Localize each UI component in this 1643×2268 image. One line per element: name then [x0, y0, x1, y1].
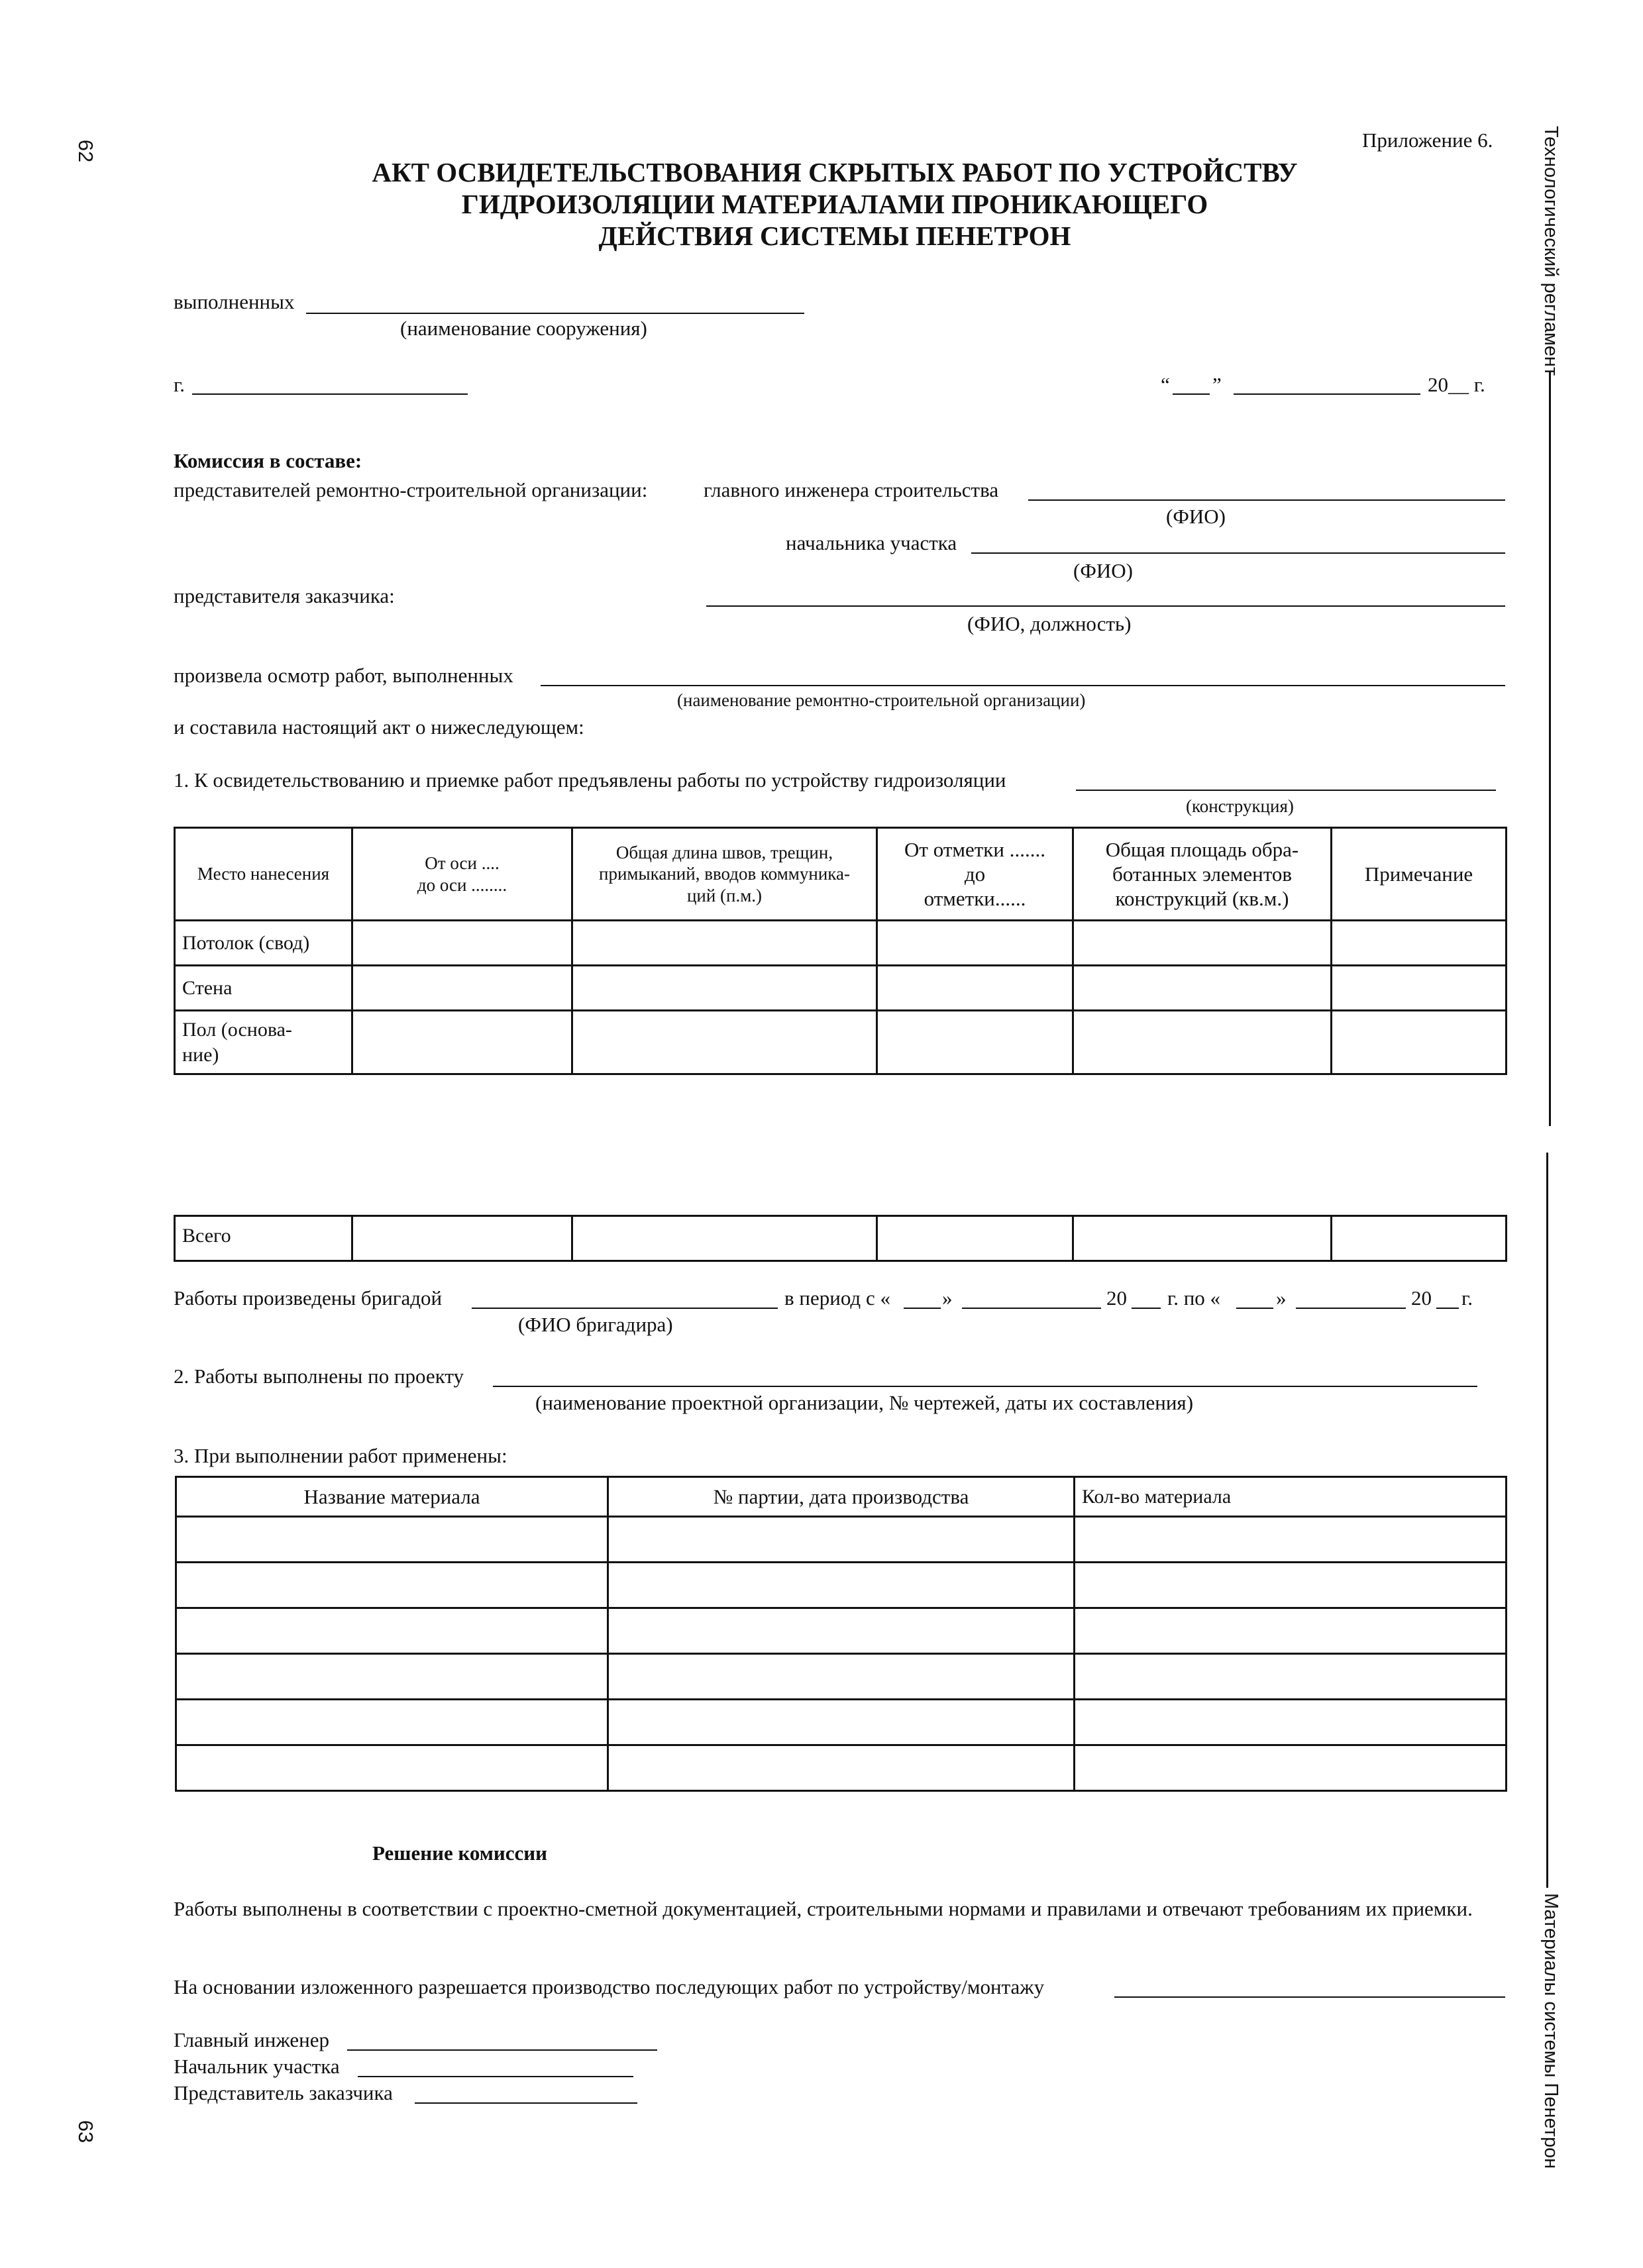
- cell[interactable]: [1073, 966, 1332, 1011]
- period-month-1[interactable]: [962, 1308, 1101, 1309]
- table-row: [176, 1654, 1507, 1700]
- th-elevation: От отметки ....... до отметки......: [877, 828, 1073, 921]
- row-label-ceiling: Потолок (свод): [175, 921, 352, 966]
- chief-engineer-field[interactable]: [1028, 499, 1505, 501]
- period-year-field-2[interactable]: [1436, 1308, 1459, 1309]
- cell[interactable]: [877, 1011, 1073, 1074]
- commission-heading: Комиссия в составе:: [174, 449, 362, 472]
- total-label: Всего: [175, 1216, 352, 1261]
- period-month-2[interactable]: [1296, 1308, 1406, 1309]
- th-area: Общая площадь обра- ботанных элементов конструкций (кв.м.): [1073, 828, 1332, 921]
- contractor-reps-label: представителей ремонтно-строительной организации:: [174, 478, 648, 501]
- period-g-label: г.: [1461, 1286, 1473, 1310]
- sig-site-chief-field[interactable]: [358, 2076, 633, 2077]
- title-line-3: ДЕЙСТВИЯ СИСТЕМЫ ПЕНЕТРОН: [598, 221, 1071, 251]
- cell[interactable]: [352, 1011, 572, 1074]
- date-day-field[interactable]: [1173, 393, 1210, 395]
- cell[interactable]: [608, 1654, 1075, 1700]
- sig-site-chief-label: Начальник участка: [174, 2055, 340, 2078]
- org-name-field[interactable]: [541, 685, 1505, 686]
- document-title: [285, 156, 1385, 252]
- side-caption-lower: Материалы системы Пенетрон: [1540, 1893, 1562, 2169]
- appendix-label: Приложение 6.: [1362, 129, 1493, 152]
- cell[interactable]: [1075, 1745, 1507, 1791]
- period-label: в период с «: [784, 1286, 890, 1310]
- construction-hint: (конструкция): [1186, 796, 1294, 816]
- cell[interactable]: [352, 1216, 572, 1261]
- customer-rep-label: представителя заказчика:: [174, 584, 395, 607]
- table-row: [176, 1700, 1507, 1745]
- cell[interactable]: [1075, 1654, 1507, 1700]
- fio-hint-1: (ФИО): [1166, 505, 1226, 528]
- period-year-field-1[interactable]: [1132, 1308, 1161, 1309]
- project-field[interactable]: [493, 1386, 1477, 1387]
- decision-heading: Решение комиссии: [372, 1841, 548, 1865]
- cell[interactable]: [1075, 1563, 1507, 1608]
- performed-label: выполненных: [174, 290, 295, 313]
- title-line-2: ГИДРОИЗОЛЯЦИИ МАТЕРИАЛАМИ ПРОНИКАЮЩЕГО: [461, 189, 1208, 219]
- next-works-field[interactable]: [1114, 1996, 1505, 1998]
- cell[interactable]: [877, 921, 1073, 966]
- city-field[interactable]: [192, 393, 468, 395]
- th-length: Общая длина швов, трещин, примыканий, вводов коммуника- ций (п.м.): [572, 828, 877, 921]
- table-row: [176, 1745, 1507, 1791]
- period-day-1[interactable]: [904, 1308, 941, 1309]
- cell[interactable]: [1073, 921, 1332, 966]
- period-to-label: г. по «: [1167, 1286, 1221, 1310]
- th-note: Примечание: [1332, 828, 1507, 921]
- cell[interactable]: [572, 1216, 877, 1261]
- cell[interactable]: [1073, 1011, 1332, 1074]
- structure-name-hint: (наименование сооружения): [400, 317, 647, 340]
- cell[interactable]: [352, 921, 572, 966]
- table-row: [175, 921, 1507, 966]
- period-quote-close-1: »: [942, 1286, 953, 1310]
- th-location: Место нанесения: [175, 828, 352, 921]
- period-year-2: 20: [1411, 1286, 1432, 1310]
- date-quote-close: ”: [1212, 373, 1222, 396]
- table-row: [175, 1011, 1507, 1074]
- permit-text: На основании изложенного разрешается производство последующих работ по устройству/монтажу: [174, 1975, 1045, 1998]
- site-chief-field[interactable]: [971, 552, 1505, 554]
- works-table: [174, 827, 1507, 1075]
- customer-rep-field[interactable]: [706, 605, 1505, 607]
- chief-engineer-label: главного инженера строительства: [704, 478, 999, 501]
- side-caption-upper: Технологический регламент: [1540, 126, 1562, 376]
- decision-text: Работы выполнены в соответствии с проектно-сметной документацией, строительными нормами и правилами и отвечают требованиям их приемки.: [174, 1897, 1473, 1920]
- date-month-field[interactable]: [1234, 393, 1420, 395]
- cell[interactable]: [608, 1608, 1075, 1654]
- sig-chief-engineer-field[interactable]: [347, 2049, 657, 2051]
- cell[interactable]: [572, 1011, 877, 1074]
- cell[interactable]: [352, 966, 572, 1011]
- cell[interactable]: [1073, 1216, 1332, 1261]
- th-quantity: Кол-во материала: [1075, 1477, 1507, 1517]
- brigade-field[interactable]: [472, 1308, 778, 1309]
- cell[interactable]: [608, 1517, 1075, 1563]
- section3-text: 3. При выполнении работ применены:: [174, 1444, 507, 1467]
- inspected-label: произвела осмотр работ, выполненных: [174, 664, 513, 687]
- section1-text: 1. К освидетельствованию и приемке работ предъявлены работы по устройству гидроизоляции: [174, 768, 1006, 792]
- cell[interactable]: [1332, 1011, 1507, 1074]
- th-batch: № партии, дата производства: [608, 1477, 1075, 1517]
- site-chief-label: начальника участка: [786, 531, 957, 554]
- cell[interactable]: [1075, 1700, 1507, 1745]
- table-row: [176, 1563, 1507, 1608]
- side-line-lower: [1546, 1153, 1548, 1888]
- cell[interactable]: [176, 1608, 608, 1654]
- cell[interactable]: [176, 1517, 608, 1563]
- cell[interactable]: [1332, 1216, 1507, 1261]
- cell[interactable]: [176, 1563, 608, 1608]
- city-label: г.: [174, 373, 185, 396]
- row-label-wall: Стена: [175, 966, 352, 1011]
- section2-text: 2. Работы выполнены по проекту: [174, 1365, 464, 1388]
- cell[interactable]: [877, 966, 1073, 1011]
- title-line-1: АКТ ОСВИДЕТЕЛЬСТВОВАНИЯ СКРЫТЫХ РАБОТ ПО УСТРОЙСТВУ: [372, 157, 1298, 187]
- cell[interactable]: [1075, 1517, 1507, 1563]
- cell[interactable]: [608, 1745, 1075, 1791]
- date-year-label: 20__ г.: [1428, 373, 1485, 396]
- table-row: [175, 1216, 1507, 1261]
- table-row: [176, 1608, 1507, 1654]
- side-line-upper: [1549, 371, 1551, 1126]
- cell[interactable]: [608, 1700, 1075, 1745]
- cell[interactable]: [1332, 966, 1507, 1011]
- cell[interactable]: [176, 1700, 608, 1745]
- cell[interactable]: [572, 921, 877, 966]
- cell[interactable]: [1332, 921, 1507, 966]
- period-day-2[interactable]: [1236, 1308, 1273, 1309]
- sig-customer-field[interactable]: [415, 2102, 637, 2104]
- cell[interactable]: [572, 966, 877, 1011]
- brigade-hint: (ФИО бригадира): [518, 1313, 673, 1336]
- construction-field[interactable]: [1076, 790, 1496, 791]
- page-number-top: 62: [74, 139, 98, 163]
- cell[interactable]: [176, 1654, 608, 1700]
- table-row: [175, 966, 1507, 1011]
- table-row: [176, 1517, 1507, 1563]
- sig-chief-engineer-label: Главный инженер: [174, 2028, 330, 2051]
- fio-hint-2: (ФИО): [1073, 559, 1133, 582]
- th-material-name: Название материала: [176, 1477, 608, 1517]
- period-quote-close-2: »: [1276, 1286, 1287, 1310]
- cell[interactable]: [176, 1745, 608, 1791]
- cell[interactable]: [608, 1563, 1075, 1608]
- page-number-bottom: 63: [74, 2120, 98, 2143]
- project-hint: (наименование проектной организации, № чертежей, даты их составления): [535, 1391, 1194, 1414]
- cell[interactable]: [877, 1216, 1073, 1261]
- th-axis: От оси .... до оси ........: [352, 828, 572, 921]
- cell[interactable]: [1075, 1608, 1507, 1654]
- date-quote-open: “: [1161, 373, 1170, 396]
- total-table: [174, 1215, 1507, 1262]
- materials-table: [175, 1476, 1507, 1792]
- fio-position-hint: (ФИО, должность): [967, 612, 1132, 635]
- composed-label: и составила настоящий акт о нижеследующем:: [174, 715, 584, 739]
- brigade-label: Работы произведены бригадой: [174, 1286, 443, 1310]
- sig-customer-label: Представитель заказчика: [174, 2081, 393, 2104]
- period-year-1: 20: [1106, 1286, 1127, 1310]
- org-name-hint: (наименование ремонтно-строительной организации): [677, 690, 1086, 710]
- row-label-floor: Пол (основа- ние): [175, 1011, 352, 1074]
- structure-name-field[interactable]: [306, 313, 804, 314]
